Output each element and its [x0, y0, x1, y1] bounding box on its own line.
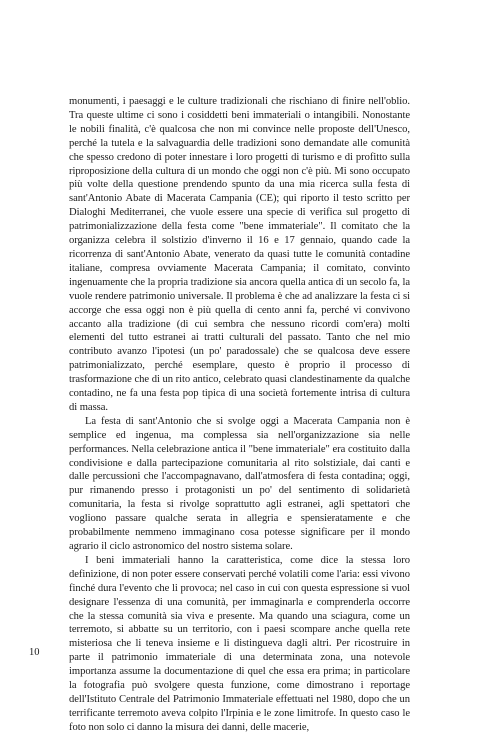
page-body [69, 95, 410, 735]
paragraph-3: I beni immateriali hanno la caratteristica, come dice la stessa loro definizione, di non poter essere conservati perché volatili come l'aria: essi vivono finché dura l'evento che li provoca; nel caso in cui con questa espressione si vuol designare l'essenza di una comunità, per immaginarla e comprenderla occorre che la stessa comunità sia viva e presente. Ma quando una sciagura, come un terremoto, si abbatte su un territorio, con i paesi scompare anche quella rete misteriosa che li teneva insieme e li distingueva dagli altri. Per ricostruire in parte il patrimonio immateriale di una determinata zona, una notevole importanza assume la documentazione di quel che essa era prima; in particolare la fotografia può svolgere questa funzione, come dimostrano i reportage dell'Istituto Centrale del Patrimonio Immateriale effettuati nel 1980, dopo che un terrificante terremoto aveva colpito l'Irpinia e le zone limitrofe. In questo caso le foto non solo ci danno la misura dei danni, delle macerie, [69, 554, 410, 733]
paragraph-1: monumenti, i paesaggi e le culture tradizionali che rischiano di finire nell'oblio. Tra queste ultime ci sono i cosiddetti beni immateriali o intangibili. Nonostante le nobili finalità, c'è qualcosa che non mi convince nelle proposte dell'Unesco, perché la tutela e la salvaguardia delle tradizioni sono demandate alle comunità che spesso credono di poter innestare i loro progetti di turismo e di profitto sulla riproposizione della cultura di un mondo che oggi non c'è più. Mi sono occupato più volte della questione prendendo spunto da una mia ricerca sulla festa di sant'Antonio Abate di Macerata Campania (CE); qui riporto il testo scritto per Dialoghi Mediterranei, che vuole essere una specie di verifica sul progetto di patrimonializzazione della festa come "bene immateriale". Il comitato che la organizza celebra il solstizio d'inverno il 16 e 17 gennaio, quando cade la ricorrenza di sant'Antonio Abate, venerato da quasi tutte le comunità contadine italiane, compresa ovviamente Macerata Campania; il comitato, convinto ingenuamente che la propria tradizione sia ancora quella antica di un secolo fa, la vuole rendere patrimonio universale. Il problema è che ad analizzare la festa ci si accorge che essa oggi non è più quella di cento anni fa, perché vi convivono accanto alla tradizione (di cui sembra che nessuno ricordi com'era) molti elementi del tutto estranei ai tratti culturali del passato. Tanto che nel mio contributo avanzo l'ipotesi (un po' paradossale) che se qualcosa deve essere patrimonializzato, perché esemplare, questo è proprio il processo di trasformazione che di un rito antico, celebrato quasi clandestinamente da qualche contadino, ne fa una festa pop tipica di una società fortemente intrisa di cultura di massa. [69, 96, 410, 413]
paragraph-2: La festa di sant'Antonio che si svolge oggi a Macerata Campania non è semplice ed ingenua, ma complessa sia nell'organizzazione sia nelle performances. Nella celebrazione antica il "bene immateriale" era costituito dalla condivisione e dalla partecipazione comunitaria al rito solstiziale, dai canti e dalle percussioni che l'accompagnavano, dall'atmosfera di festa contadina; oggi, pur rimanendo presso i protagonisti un po' del sentimento di solidarietà comunitaria, la festa si rivolge soprattutto agli estranei, agli spettatori che vogliono passare qualche serata in allegria e spensieratamente e che probabilmente nemmeno immaginano cosa potesse significare per il mondo agrario il ciclo astronomico del nostro sistema solare. [69, 415, 410, 552]
page-number: 10 [29, 647, 40, 658]
